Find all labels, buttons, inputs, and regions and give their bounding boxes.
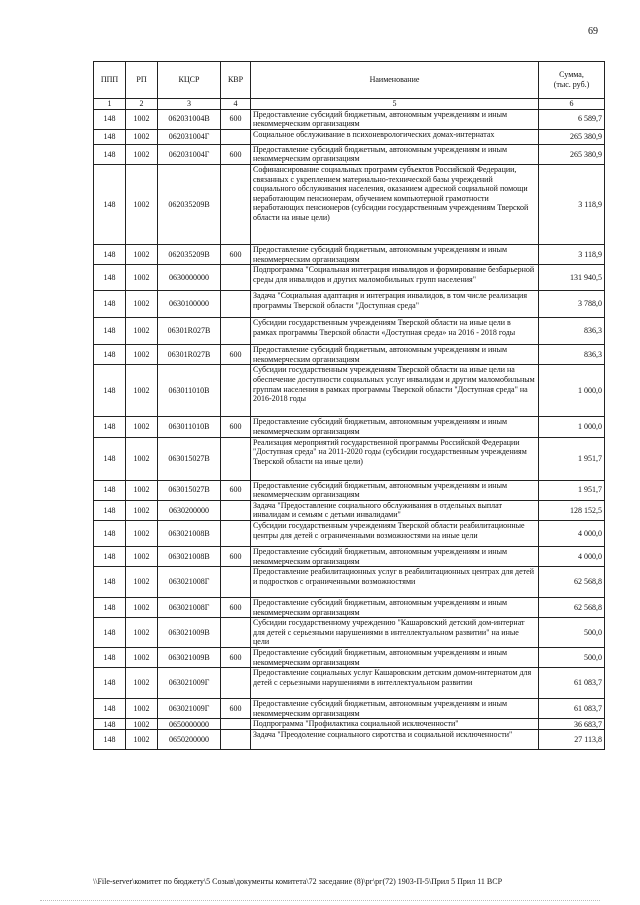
row-ppp: 148: [94, 265, 126, 291]
row-sum: 61 083,7: [539, 668, 605, 699]
row-sum: 3 118,9: [539, 244, 605, 264]
column-number: 4: [221, 99, 251, 110]
row-rp: 1002: [126, 437, 158, 480]
row-kvr: 600: [221, 244, 251, 264]
column-number-row: [94, 99, 605, 110]
row-rp: 1002: [126, 164, 158, 244]
row-kvr: [221, 618, 251, 648]
row-name: Предоставление субсидий бюджетным, автономным учреждениям и иным некоммерческим организациям: [251, 144, 539, 164]
row-ppp: 148: [94, 567, 126, 598]
row-kvr: 600: [221, 598, 251, 618]
row-name: Субсидии государственным учреждениям Тверской области реабилитационные центры для детей с ограниченными возможностями на иные цели: [251, 520, 539, 546]
row-name: Социальное обслуживание в психоневрологических домах-интернатах: [251, 129, 539, 144]
row-kcsr: 063021009Г: [158, 699, 221, 719]
row-sum: 3 118,9: [539, 164, 605, 244]
row-sum: 265 380,9: [539, 144, 605, 164]
row-ppp: 148: [94, 546, 126, 566]
row-ppp: 148: [94, 668, 126, 699]
header-ppp: ППП: [94, 62, 126, 99]
page-number: 69: [588, 26, 598, 37]
row-kcsr: 063021009В: [158, 648, 221, 668]
row-rp: 1002: [126, 144, 158, 164]
row-sum: 4 000,0: [539, 520, 605, 546]
table-row: [94, 144, 605, 164]
row-name: Задача "Предоставление социального обслуживания в отдельных выплат инвалидам и семьям с детьми инвалидами": [251, 500, 539, 520]
table-row: [94, 520, 605, 546]
row-sum: 27 113,8: [539, 730, 605, 750]
table-row: [94, 365, 605, 417]
row-rp: 1002: [126, 417, 158, 437]
table-row: [94, 129, 605, 144]
row-rp: 1002: [126, 265, 158, 291]
row-sum: 836,3: [539, 345, 605, 365]
row-sum: 3 788,0: [539, 291, 605, 318]
row-kcsr: 063021008Г: [158, 598, 221, 618]
row-kvr: [221, 129, 251, 144]
row-kcsr: 062031004Г: [158, 144, 221, 164]
table-body: [94, 109, 605, 750]
row-kcsr: 063021008В: [158, 546, 221, 566]
row-ppp: 148: [94, 618, 126, 648]
column-number: 2: [126, 99, 158, 110]
footer-file-path: \\File-server\комитет по бюджету\5 Созыв\документы комитета\72 заседание (8)\рг\рг(72) 1903-П-5\Прил 5 Прил 11 ВСР: [93, 877, 503, 886]
row-rp: 1002: [126, 648, 158, 668]
header-kvr: КВР: [221, 62, 251, 99]
row-rp: 1002: [126, 244, 158, 264]
row-sum: 836,3: [539, 318, 605, 345]
row-sum: 61 083,7: [539, 699, 605, 719]
row-sum: 1 000,0: [539, 365, 605, 417]
row-kvr: [221, 730, 251, 750]
row-name: Субсидии государственным учреждениям Тверской области на иные цели в рамках программы Тверской области «Доступная среда» на 2016 - 2018 годы: [251, 318, 539, 345]
row-kvr: [221, 291, 251, 318]
row-kvr: 600: [221, 648, 251, 668]
row-kvr: [221, 567, 251, 598]
row-ppp: 148: [94, 365, 126, 417]
row-ppp: 148: [94, 699, 126, 719]
row-kcsr: 062035209В: [158, 164, 221, 244]
row-kcsr: 063011010В: [158, 365, 221, 417]
column-number: 5: [251, 99, 539, 110]
table-row: [94, 291, 605, 318]
row-kvr: 600: [221, 699, 251, 719]
table-row: [94, 109, 605, 129]
table-row: [94, 244, 605, 264]
row-ppp: 148: [94, 144, 126, 164]
row-sum: 265 380,9: [539, 129, 605, 144]
row-sum: 1 951,7: [539, 437, 605, 480]
row-kcsr: 063021008В: [158, 520, 221, 546]
table-row: [94, 719, 605, 730]
row-kcsr: 0630000000: [158, 265, 221, 291]
row-rp: 1002: [126, 480, 158, 500]
row-ppp: 148: [94, 244, 126, 264]
table-row: [94, 480, 605, 500]
header-rp: РП: [126, 62, 158, 99]
row-name: Подпрограмма "Социальная интеграция инвалидов и формирование безбарьерной среды для инвалидов и других маломобильных групп населения": [251, 265, 539, 291]
row-rp: 1002: [126, 546, 158, 566]
table-row: [94, 730, 605, 750]
row-name: Предоставление субсидий бюджетным, автономным учреждениям и иным некоммерческим организациям: [251, 345, 539, 365]
row-name: Предоставление субсидий бюджетным, автономным учреждениям и иным некоммерческим организациям: [251, 598, 539, 618]
row-name: Предоставление субсидий бюджетным, автономным учреждениям и иным некоммерческим организациям: [251, 480, 539, 500]
row-rp: 1002: [126, 129, 158, 144]
row-name: Предоставление субсидий бюджетным, автономным учреждениям и иным некоммерческим организациям: [251, 546, 539, 566]
row-name: Подпрограмма "Профилактика социальной исключенности": [251, 719, 539, 730]
header-name: Наименование: [251, 62, 539, 99]
row-ppp: 148: [94, 598, 126, 618]
row-name: Предоставление социальных услуг Кашаровским детским домом-интернатом для детей с серьезными нарушениями в интеллектуальном развитии: [251, 668, 539, 699]
row-sum: 62 568,8: [539, 598, 605, 618]
table-row: [94, 417, 605, 437]
row-rp: 1002: [126, 109, 158, 129]
header-kcsr: КЦСР: [158, 62, 221, 99]
row-sum: 128 152,5: [539, 500, 605, 520]
table-row: [94, 668, 605, 699]
row-kcsr: 0630200000: [158, 500, 221, 520]
row-kvr: [221, 668, 251, 699]
row-rp: 1002: [126, 699, 158, 719]
row-rp: 1002: [126, 500, 158, 520]
row-rp: 1002: [126, 520, 158, 546]
row-ppp: 148: [94, 345, 126, 365]
row-rp: 1002: [126, 618, 158, 648]
row-name: Предоставление субсидий бюджетным, автономным учреждениям и иным некоммерческим организациям: [251, 417, 539, 437]
row-kvr: [221, 520, 251, 546]
row-sum: 131 940,5: [539, 265, 605, 291]
row-ppp: 148: [94, 500, 126, 520]
row-kcsr: 063015027В: [158, 480, 221, 500]
table-row: [94, 345, 605, 365]
row-ppp: 148: [94, 164, 126, 244]
row-sum: 1 000,0: [539, 417, 605, 437]
row-kvr: 600: [221, 417, 251, 437]
row-rp: 1002: [126, 318, 158, 345]
row-kcsr: 063021009Г: [158, 668, 221, 699]
row-kcsr: 06301R027В: [158, 318, 221, 345]
row-name: Предоставление субсидий бюджетным, автономным учреждениям и иным некоммерческим организациям: [251, 109, 539, 129]
row-rp: 1002: [126, 291, 158, 318]
row-ppp: 148: [94, 109, 126, 129]
table-row: [94, 598, 605, 618]
row-rp: 1002: [126, 365, 158, 417]
table-row: [94, 318, 605, 345]
table-row: [94, 265, 605, 291]
table-row: [94, 618, 605, 648]
row-kvr: [221, 265, 251, 291]
row-kvr: 600: [221, 345, 251, 365]
row-rp: 1002: [126, 598, 158, 618]
row-rp: 1002: [126, 730, 158, 750]
row-rp: 1002: [126, 668, 158, 699]
table-row: [94, 437, 605, 480]
row-kcsr: 063021008Г: [158, 567, 221, 598]
row-kcsr: 062035209В: [158, 244, 221, 264]
row-kcsr: 062031004В: [158, 109, 221, 129]
row-ppp: 148: [94, 480, 126, 500]
table-row: [94, 164, 605, 244]
row-name: Реализация мероприятий государственной программы Российской Федерации "Доступная среда" на 2011-2020 годы (субсидии государственным учреждениям Тверской области на иные цели): [251, 437, 539, 480]
row-sum: 36 683,7: [539, 719, 605, 730]
row-kvr: [221, 437, 251, 480]
row-name: Предоставление реабилитационных услуг в реабилитационных центрах для детей и подростков с ограниченными возможностями: [251, 567, 539, 598]
row-kvr: [221, 719, 251, 730]
row-sum: 4 000,0: [539, 546, 605, 566]
table-row: [94, 500, 605, 520]
row-kcsr: 062031004Г: [158, 129, 221, 144]
header-sum: Сумма, (тыс. руб.): [539, 62, 605, 99]
row-name: Предоставление субсидий бюджетным, автономным учреждениям и иным некоммерческим организациям: [251, 699, 539, 719]
row-kcsr: 06301R027В: [158, 345, 221, 365]
row-kvr: [221, 500, 251, 520]
row-ppp: 148: [94, 719, 126, 730]
row-ppp: 148: [94, 417, 126, 437]
row-kvr: [221, 164, 251, 244]
row-name: Предоставление субсидий бюджетным, автономным учреждениям и иным некоммерческим организациям: [251, 648, 539, 668]
row-sum: 500,0: [539, 648, 605, 668]
row-sum: 500,0: [539, 618, 605, 648]
row-kvr: [221, 318, 251, 345]
row-name: Софинансирование социальных программ субъектов Российской Федерации, связанных с укреплением материально-технической базы учреждений социального обслуживания населения, оказанием адресной социальной помощи неработающим пенсионерам, обучением компьютерной грамотности неработающих пенсионеров (субсидии государственным учреждениям Тверской области на иные цели): [251, 164, 539, 244]
table-row: [94, 567, 605, 598]
row-kcsr: 0650000000: [158, 719, 221, 730]
row-kcsr: 0630100000: [158, 291, 221, 318]
scan-edge-marks: [40, 900, 600, 902]
row-name: Задача "Преодоление социального сиротства и социальной исключенности": [251, 730, 539, 750]
column-number: 1: [94, 99, 126, 110]
header-row: [94, 62, 605, 99]
row-ppp: 148: [94, 520, 126, 546]
budget-table: [93, 61, 605, 750]
row-kvr: 600: [221, 109, 251, 129]
row-ppp: 148: [94, 730, 126, 750]
row-ppp: 148: [94, 318, 126, 345]
row-name: Предоставление субсидий бюджетным, автономным учреждениям и иным некоммерческим организациям: [251, 244, 539, 264]
row-kvr: 600: [221, 546, 251, 566]
row-kcsr: 063015027В: [158, 437, 221, 480]
row-sum: 1 951,7: [539, 480, 605, 500]
row-rp: 1002: [126, 567, 158, 598]
column-number: 3: [158, 99, 221, 110]
row-kcsr: 063021009В: [158, 618, 221, 648]
row-ppp: 148: [94, 291, 126, 318]
row-name: Субсидии государственным учреждениям Тверской области на иные цели на обеспечение доступности социальных услуг инвалидам и другим маломобильным группам населения в рамках программы Тверской области "Доступная среда" на 2016-2018 годы: [251, 365, 539, 417]
table-row: [94, 648, 605, 668]
row-kvr: 600: [221, 144, 251, 164]
row-sum: 6 589,7: [539, 109, 605, 129]
row-name: Субсидии государственному учреждению "Кашаровский детский дом-интернат для детей с серьезными нарушениями в интеллектуальном развитии" на иные цели: [251, 618, 539, 648]
row-name: Задача "Социальная адаптация и интеграция инвалидов, в том числе реализация программы Тверской области "Доступная среда": [251, 291, 539, 318]
row-rp: 1002: [126, 719, 158, 730]
row-ppp: 148: [94, 648, 126, 668]
row-ppp: 148: [94, 129, 126, 144]
row-kcsr: 0650200000: [158, 730, 221, 750]
row-ppp: 148: [94, 437, 126, 480]
column-number: 6: [539, 99, 605, 110]
row-rp: 1002: [126, 345, 158, 365]
table-row: [94, 699, 605, 719]
row-kcsr: 063011010В: [158, 417, 221, 437]
row-kvr: 600: [221, 480, 251, 500]
row-sum: 62 568,8: [539, 567, 605, 598]
row-kvr: [221, 365, 251, 417]
table-row: [94, 546, 605, 566]
